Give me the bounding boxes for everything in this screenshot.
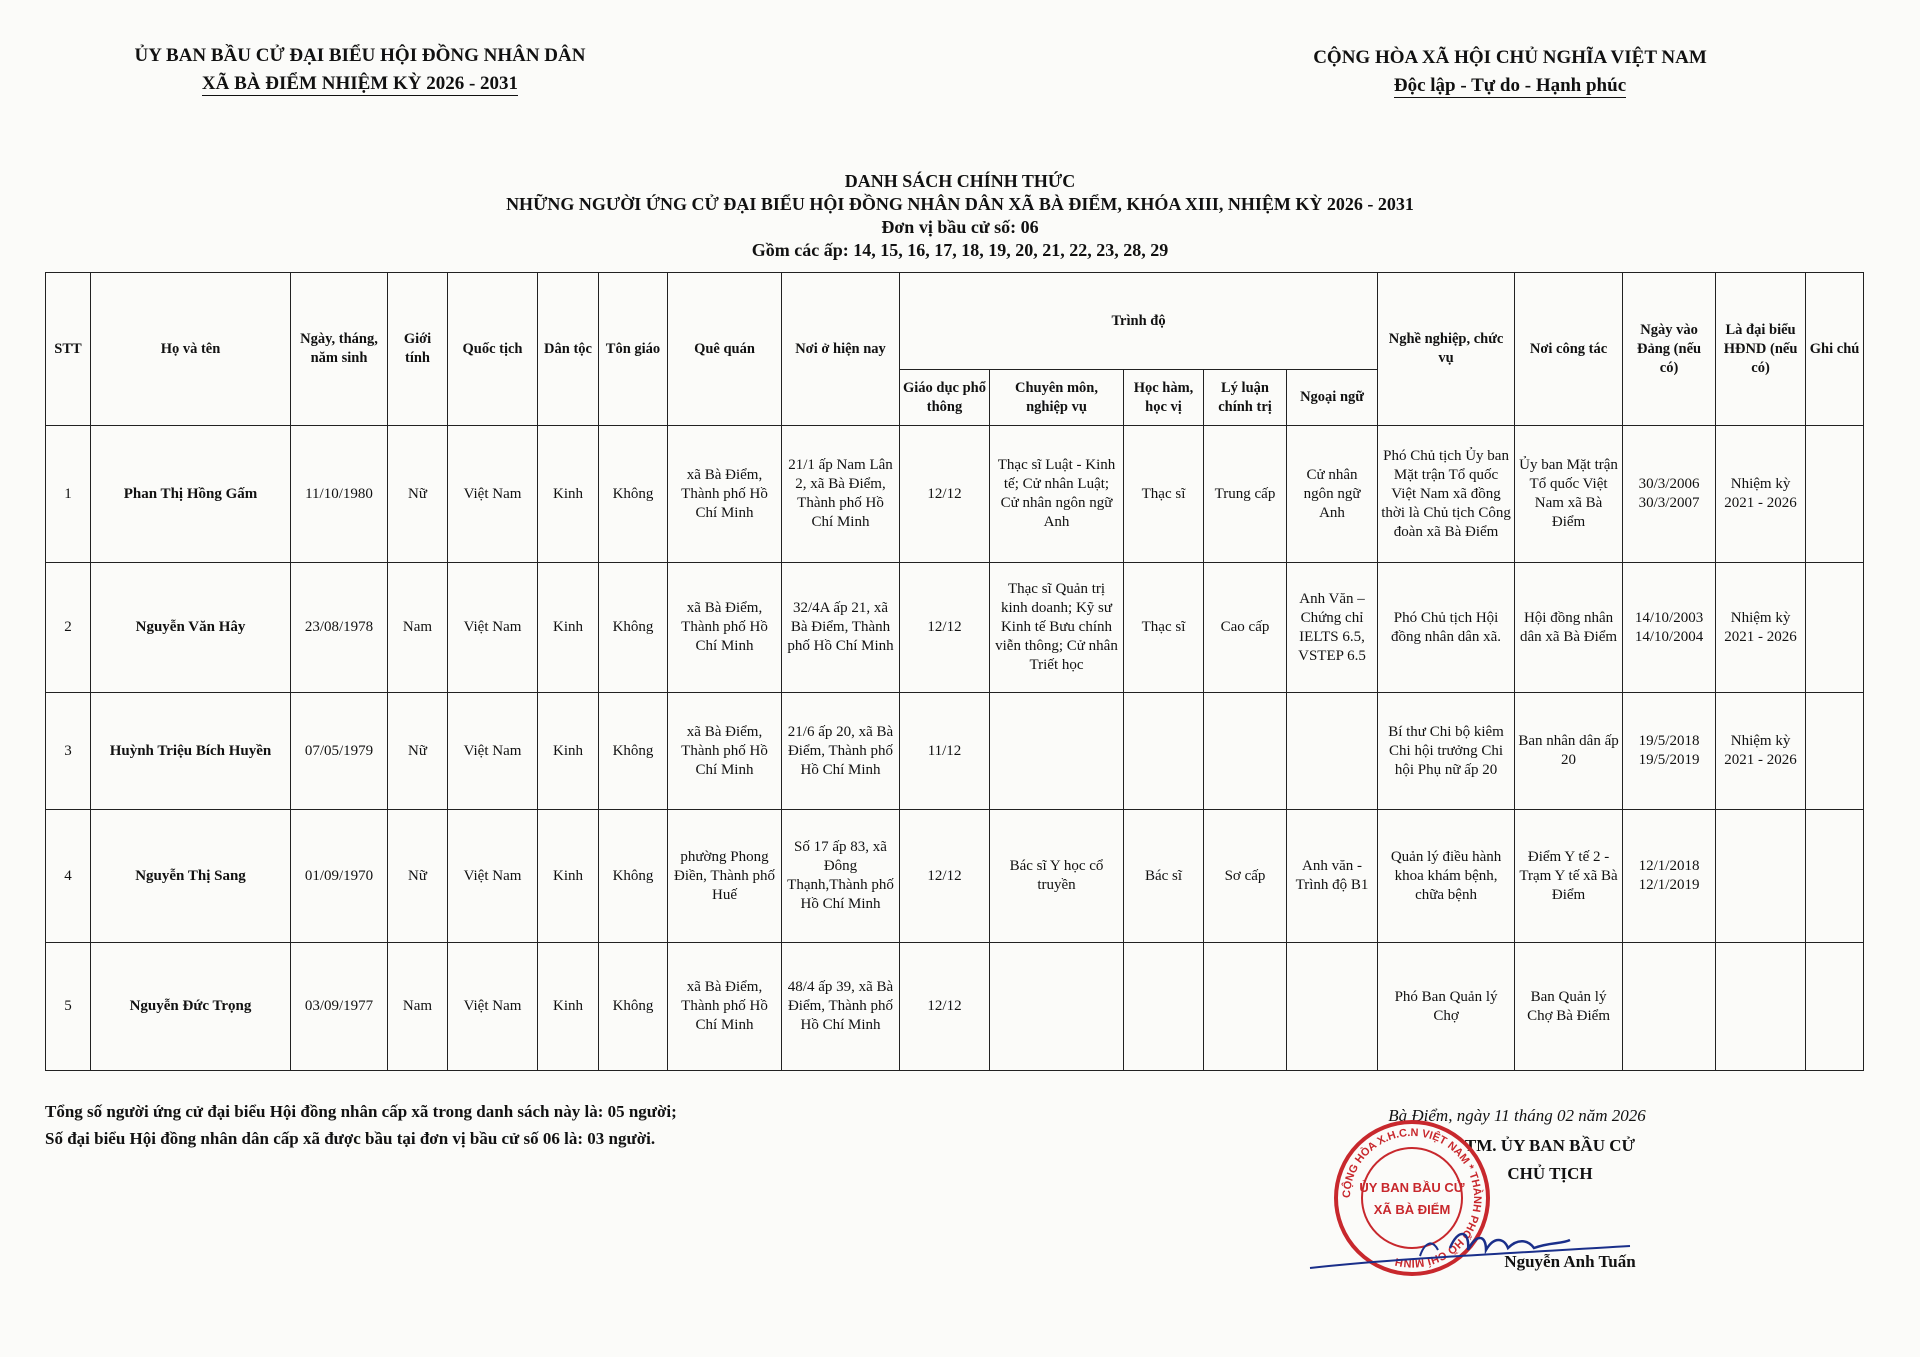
- cell-name: Nguyễn Đức Trọng: [91, 943, 291, 1071]
- cell-residence: 21/6 ấp 20, xã Bà Điểm, Thành phố Hồ Chí Minh: [782, 693, 900, 810]
- cell-dob: 07/05/1979: [291, 693, 388, 810]
- cell-delegate: Nhiệm kỳ 2021 - 2026: [1716, 693, 1806, 810]
- cell-occupation: Bí thư Chi bộ kiêm Chi hội trưởng Chi hội Phụ nữ ấp 20: [1378, 693, 1515, 810]
- handwritten-signature: [1300, 1198, 1640, 1288]
- country-name: CỘNG HÒA XÃ HỘI CHỦ NGHĨA VIỆT NAM: [1313, 47, 1707, 68]
- cell-workplace: Điểm Y tế 2 - Trạm Y tế xã Bà Điểm: [1515, 810, 1623, 943]
- cell-stt: 5: [46, 943, 91, 1071]
- header-religion: Tôn giáo: [599, 273, 668, 426]
- header-note: Ghi chú: [1806, 273, 1864, 426]
- cell-party-date: 12/1/2018 12/1/2019: [1623, 810, 1716, 943]
- title-line-2: NHỮNG NGƯỜI ỨNG CỬ ĐẠI BIỂU HỘI ĐỒNG NHÂN DÂN XÃ BÀ ĐIỂM, KHÓA XIII, NHIỆM KỲ 2026 - 2031: [506, 194, 1414, 214]
- table-row: [46, 943, 1864, 1071]
- header-politics: Lý luận chính trị: [1204, 370, 1287, 426]
- cell-language: [1287, 693, 1378, 810]
- document-title: [0, 170, 1920, 262]
- cell-politics: [1204, 943, 1287, 1071]
- cell-party-date: 14/10/2003 14/10/2004: [1623, 563, 1716, 693]
- cell-gender: Nữ: [388, 693, 448, 810]
- cell-dob: 01/09/1970: [291, 810, 388, 943]
- header-general-education: Giáo dục phổ thông: [900, 370, 990, 426]
- cell-specialty: [990, 943, 1124, 1071]
- header-education: Trình độ: [900, 273, 1378, 370]
- cell-language: Anh văn - Trình độ B1: [1287, 810, 1378, 943]
- cell-religion: Không: [599, 693, 668, 810]
- cell-nationality: Việt Nam: [448, 693, 538, 810]
- cell-degree: Thạc sĩ: [1124, 426, 1204, 563]
- header-workplace: Nơi công tác: [1515, 273, 1623, 426]
- cell-religion: Không: [599, 943, 668, 1071]
- title-line-3: Đơn vị bầu cử số: 06: [881, 217, 1039, 237]
- cell-residence: 48/4 ấp 39, xã Bà Điểm, Thành phố Hồ Chí Minh: [782, 943, 900, 1071]
- cell-dob: 11/10/1980: [291, 426, 388, 563]
- cell-delegate: [1716, 943, 1806, 1071]
- cell-occupation: Quản lý điều hành khoa khám bệnh, chữa bệnh: [1378, 810, 1515, 943]
- cell-politics: Cao cấp: [1204, 563, 1287, 693]
- motto: Độc lập - Tự do - Hạnh phúc: [1393, 75, 1627, 96]
- table-row: [46, 810, 1864, 943]
- cell-nationality: Việt Nam: [448, 563, 538, 693]
- cell-politics: Trung cấp: [1204, 426, 1287, 563]
- place-date: Bà Điểm, ngày 11 tháng 02 năm 2026: [1388, 1106, 1646, 1125]
- cell-note: [1806, 426, 1864, 563]
- cell-general-education: 12/12: [900, 426, 990, 563]
- cell-language: Anh Văn – Chứng chỉ IELTS 6.5, VSTEP 6.5: [1287, 563, 1378, 693]
- cell-language: Cử nhân ngôn ngữ Anh: [1287, 426, 1378, 563]
- cell-note: [1806, 563, 1864, 693]
- cell-ethnicity: Kinh: [538, 693, 599, 810]
- title-line-1: DANH SÁCH CHÍNH THỨC: [844, 171, 1076, 191]
- cell-ethnicity: Kinh: [538, 563, 599, 693]
- cell-workplace: Ủy ban Mặt trận Tổ quốc Việt Nam xã Bà Điểm: [1515, 426, 1623, 563]
- cell-workplace: Hội đồng nhân dân xã Bà Điểm: [1515, 563, 1623, 693]
- cell-specialty: Thạc sĩ Quản trị kinh doanh; Kỹ sư Kinh tế Bưu chính viễn thông; Cử nhân Triết học: [990, 563, 1124, 693]
- cell-hometown: xã Bà Điểm, Thành phố Hồ Chí Minh: [668, 693, 782, 810]
- table-row: [46, 426, 1864, 563]
- cell-hometown: xã Bà Điểm, Thành phố Hồ Chí Minh: [668, 943, 782, 1071]
- header-name: Họ và tên: [91, 273, 291, 426]
- cell-name: Phan Thị Hồng Gấm: [91, 426, 291, 563]
- cell-occupation: Phó Chủ tịch Ủy ban Mặt trận Tổ quốc Việt Nam xã đồng thời là Chủ tịch Công đoàn xã Bà Điểm: [1378, 426, 1515, 563]
- cell-party-date: 19/5/2018 19/5/2019: [1623, 693, 1716, 810]
- cell-hometown: xã Bà Điểm, Thành phố Hồ Chí Minh: [668, 426, 782, 563]
- header-party-date: Ngày vào Đảng (nếu có): [1623, 273, 1716, 426]
- cell-stt: 2: [46, 563, 91, 693]
- cell-hometown: xã Bà Điểm, Thành phố Hồ Chí Minh: [668, 563, 782, 693]
- header-specialty: Chuyên môn, nghiệp vụ: [990, 370, 1124, 426]
- cell-general-education: 12/12: [900, 563, 990, 693]
- cell-gender: Nam: [388, 943, 448, 1071]
- cell-degree: [1124, 693, 1204, 810]
- authority-line-2: XÃ BÀ ĐIỂM NHIỆM KỲ 2026 - 2031: [201, 73, 519, 94]
- cell-language: [1287, 943, 1378, 1071]
- header-stt: STT: [46, 273, 91, 426]
- cell-hometown: phường Phong Điền, Thành phố Huế: [668, 810, 782, 943]
- cell-gender: Nữ: [388, 426, 448, 563]
- cell-note: [1806, 943, 1864, 1071]
- cell-general-education: 12/12: [900, 810, 990, 943]
- cell-party-date: 30/3/2006 30/3/2007: [1623, 426, 1716, 563]
- cell-stt: 1: [46, 426, 91, 563]
- cell-occupation: Phó Ban Quản lý Chợ: [1378, 943, 1515, 1071]
- summary-elected: Số đại biểu Hội đồng nhân dân cấp xã được bầu tại đơn vị bầu cử số 06 là: 03 người.: [45, 1129, 656, 1148]
- svg-text:CỘNG HÒA X.H.C.N VIỆT NAM * TH: CỘNG HÒA X.H.C.N VIỆT NAM * THÀNH PHỐ HỒ CHÍ MINH: [1340, 1126, 1484, 1270]
- cell-dob: 23/08/1978: [291, 563, 388, 693]
- cell-degree: Thạc sĩ: [1124, 563, 1204, 693]
- cell-politics: Sơ cấp: [1204, 810, 1287, 943]
- header-occupation: Nghề nghiệp, chức vụ: [1378, 273, 1515, 426]
- cell-nationality: Việt Nam: [448, 426, 538, 563]
- header-delegate: Là đại biểu HĐND (nếu có): [1716, 273, 1806, 426]
- cell-religion: Không: [599, 426, 668, 563]
- cell-residence: Số 17 ấp 83, xã Đông Thạnh,Thành phố Hồ Chí Minh: [782, 810, 900, 943]
- header-hometown: Quê quán: [668, 273, 782, 426]
- cell-delegate: Nhiệm kỳ 2021 - 2026: [1716, 426, 1806, 563]
- cell-delegate: Nhiệm kỳ 2021 - 2026: [1716, 563, 1806, 693]
- title-line-4: Gồm các ấp: 14, 15, 16, 17, 18, 19, 20, 21, 22, 23, 28, 29: [751, 240, 1169, 260]
- header-degree: Học hàm, học vị: [1124, 370, 1204, 426]
- summary-total: Tổng số người ứng cử đại biểu Hội đồng nhân cấp xã trong danh sách này là: 05 người;: [45, 1102, 677, 1121]
- cell-name: Nguyễn Văn Hây: [91, 563, 291, 693]
- header-residence: Nơi ở hiện nay: [782, 273, 900, 426]
- header-dob: Ngày, tháng, năm sinh: [291, 273, 388, 426]
- cell-religion: Không: [599, 810, 668, 943]
- summary: [45, 1098, 677, 1152]
- header-language: Ngoại ngữ: [1287, 370, 1378, 426]
- svg-text:ỦY BAN BẦU CỬ: ỦY BAN BẦU CỬ: [1359, 1180, 1465, 1195]
- cell-ethnicity: Kinh: [538, 943, 599, 1071]
- cell-nationality: Việt Nam: [448, 810, 538, 943]
- header-gender: Giới tính: [388, 273, 448, 426]
- cell-gender: Nữ: [388, 810, 448, 943]
- cell-ethnicity: Kinh: [538, 426, 599, 563]
- cell-workplace: Ban Quản lý Chợ Bà Điểm: [1515, 943, 1623, 1071]
- cell-residence: 32/4A ấp 21, xã Bà Điểm, Thành phố Hồ Chí Minh: [782, 563, 900, 693]
- cell-residence: 21/1 ấp Nam Lân 2, xã Bà Điểm, Thành phố Hồ Chí Minh: [782, 426, 900, 563]
- signer-name: Nguyễn Anh Tuấn: [1504, 1252, 1636, 1271]
- cell-specialty: [990, 693, 1124, 810]
- candidate-table: [45, 272, 1864, 1071]
- signer-title: CHỦ TỊCH: [1507, 1164, 1593, 1183]
- cell-gender: Nam: [388, 563, 448, 693]
- cell-politics: [1204, 693, 1287, 810]
- table-row: [46, 693, 1864, 810]
- cell-nationality: Việt Nam: [448, 943, 538, 1071]
- cell-general-education: 12/12: [900, 943, 990, 1071]
- svg-text:XÃ BÀ ĐIỂM: XÃ BÀ ĐIỂM: [1373, 1202, 1451, 1217]
- cell-occupation: Phó Chủ tịch Hội đồng nhân dân xã.: [1378, 563, 1515, 693]
- cell-party-date: [1623, 943, 1716, 1071]
- national-motto: [1250, 44, 1770, 100]
- cell-name: Nguyễn Thị Sang: [91, 810, 291, 943]
- cell-ethnicity: Kinh: [538, 810, 599, 943]
- cell-workplace: Ban nhân dân ấp 20: [1515, 693, 1623, 810]
- cell-dob: 03/09/1977: [291, 943, 388, 1071]
- cell-stt: 3: [46, 693, 91, 810]
- issuing-authority: [110, 42, 610, 98]
- table-row: [46, 563, 1864, 693]
- cell-note: [1806, 810, 1864, 943]
- cell-note: [1806, 693, 1864, 810]
- cell-stt: 4: [46, 810, 91, 943]
- cell-general-education: 11/12: [900, 693, 990, 810]
- signer-org-line: TM. ỦY BAN BẦU CỬ: [1464, 1136, 1636, 1155]
- cell-specialty: Bác sĩ Y học cổ truyền: [990, 810, 1124, 943]
- cell-degree: Bác sĩ: [1124, 810, 1204, 943]
- header-nationality: Quốc tịch: [448, 273, 538, 426]
- cell-delegate: [1716, 810, 1806, 943]
- cell-specialty: Thạc sĩ Luật - Kinh tế; Cử nhân Luật; Cử nhân ngôn ngữ Anh: [990, 426, 1124, 563]
- cell-degree: [1124, 943, 1204, 1071]
- cell-religion: Không: [599, 563, 668, 693]
- header-ethnicity: Dân tộc: [538, 273, 599, 426]
- authority-line-1: ỦY BAN BẦU CỬ ĐẠI BIỂU HỘI ĐỒNG NHÂN DÂN: [134, 45, 586, 66]
- cell-name: Huỳnh Triệu Bích Huyền: [91, 693, 291, 810]
